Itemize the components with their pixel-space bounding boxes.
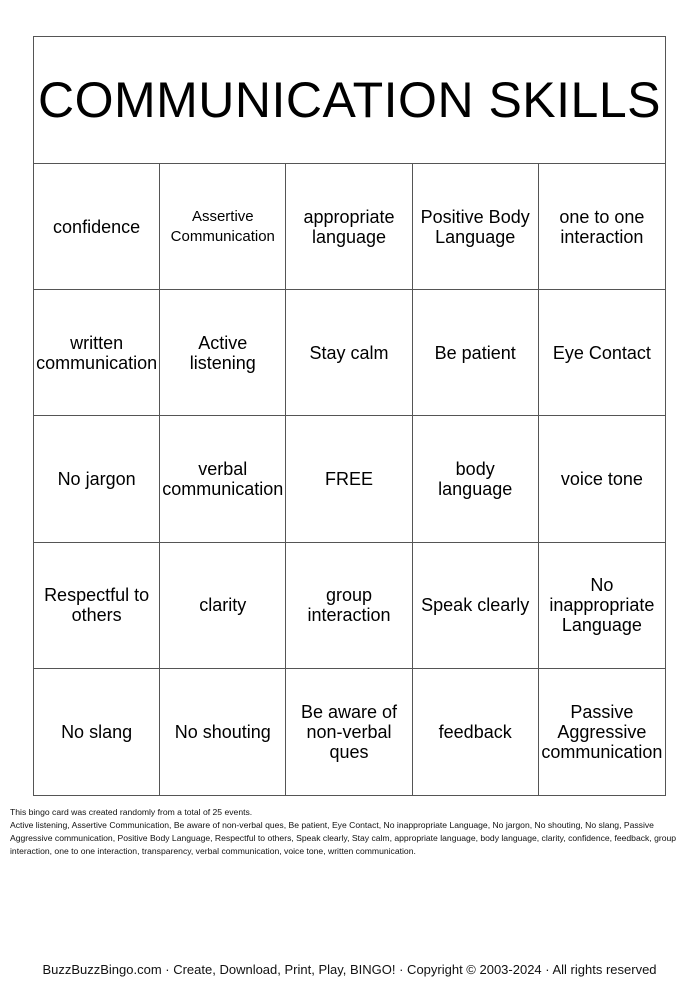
cell-text: No shouting	[174, 721, 271, 742]
card-title: COMMUNICATION SKILLS	[37, 72, 662, 128]
bingo-cell	[160, 416, 286, 542]
cell-text: written communication	[36, 332, 158, 373]
bingo-cell	[286, 669, 412, 795]
cell-text: verbal communication	[162, 458, 284, 499]
bingo-cell	[539, 416, 665, 542]
free-space-text: FREE	[324, 468, 373, 489]
bingo-cell	[539, 543, 665, 669]
cell-text: Active listening	[189, 332, 256, 373]
cell-text: Positive Body Language	[420, 206, 530, 247]
cell-text: Stay calm	[309, 342, 389, 363]
bingo-cell	[413, 416, 539, 542]
cell-text: No inappropriate Language	[549, 575, 655, 636]
bingo-card	[33, 36, 666, 796]
cell-text: voice tone	[560, 468, 643, 489]
title-box	[34, 37, 665, 164]
card-notes	[10, 806, 695, 858]
bingo-cell	[34, 416, 160, 542]
bingo-cell	[286, 164, 412, 290]
bingo-cell	[539, 164, 665, 290]
cell-text: Passive Aggressive communication	[541, 701, 663, 762]
bingo-cell	[539, 290, 665, 416]
bingo-cell	[413, 669, 539, 795]
cell-text: group interaction	[307, 585, 391, 626]
bingo-grid	[34, 164, 665, 795]
cell-text: body language	[438, 458, 513, 499]
bingo-cell	[160, 290, 286, 416]
cell-text: Speak clearly	[421, 595, 530, 616]
cell-text: Assertive Communication	[170, 207, 275, 245]
cell-text: feedback	[438, 721, 512, 742]
cell-text: appropriate language	[303, 206, 395, 247]
cell-text: clarity	[199, 595, 247, 616]
bingo-cell	[160, 543, 286, 669]
bingo-cell	[34, 164, 160, 290]
bingo-cell	[539, 669, 665, 795]
bingo-cell	[34, 669, 160, 795]
bingo-cell	[413, 543, 539, 669]
cell-text: Eye Contact	[552, 342, 651, 363]
bingo-cell	[413, 164, 539, 290]
bingo-cell	[34, 290, 160, 416]
cell-text: No slang	[61, 721, 133, 742]
cell-text: Be aware of non-verbal ques	[300, 701, 398, 762]
bingo-cell	[160, 669, 286, 795]
notes-events-list: Active listening, Assertive Communication, Be aware of non-verbal ques, Be patient, Eye Contact, No inappropriate Language, No jargon, No shouting, No slang, Passive Aggressive communication, Positive Body Language, Respectful to others, Speak clearly, Stay calm, appropriate language, body language, clarity, confidence, feedback, group interaction, one to one interaction, transparency, verbal communication, voice tone, written communication.	[10, 820, 677, 856]
bingo-cell	[286, 290, 412, 416]
bingo-cell	[160, 164, 286, 290]
notes-intro: This bingo card was created randomly from a total of 25 events.	[10, 807, 253, 817]
free-space-cell	[286, 416, 412, 542]
bingo-cell	[286, 543, 412, 669]
bingo-cell	[413, 290, 539, 416]
cell-text: Respectful to others	[44, 585, 150, 626]
cell-text: one to one interaction	[559, 206, 645, 247]
bingo-cell	[34, 543, 160, 669]
page-footer: BuzzBuzzBingo.com · Create, Download, Print, Play, BINGO! · Copyright © 2003-2024 · All rights reserved	[42, 962, 657, 977]
cell-text: confidence	[53, 216, 141, 237]
cell-text: No jargon	[57, 468, 136, 489]
cell-text: Be patient	[434, 342, 516, 363]
